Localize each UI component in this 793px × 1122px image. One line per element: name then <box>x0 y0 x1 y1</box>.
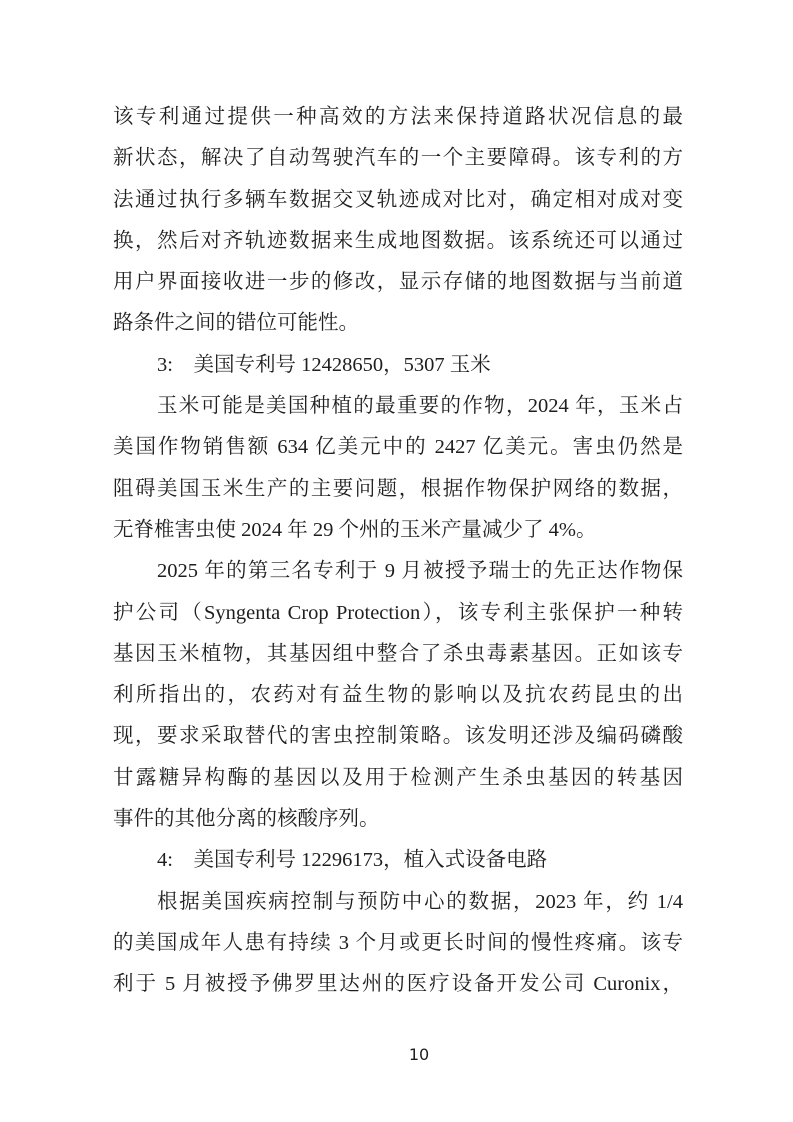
text-line: 根据美国疾病控制与预防中心的数据，2023 年，约 1/4 <box>157 890 683 913</box>
text-line: 利于 5 月被授予佛罗里达州的医疗设备开发公司 Curonix， <box>113 973 683 996</box>
text-line: 的美国成年人患有持续 3 个月或更长时间的慢性疼痛。该专 <box>113 931 683 954</box>
text-line: 换，然后对齐轨迹数据来生成地图数据。该系统还可以通过 <box>113 229 683 252</box>
text-line: 新状态，解决了自动驾驶汽车的一个主要障碍。该专利的方 <box>113 147 683 170</box>
document-body <box>113 97 683 1006</box>
text-line: 甘露糖异构酶的基因以及用于检测产生杀虫基因的转基因 <box>113 766 683 789</box>
text-line: 玉米可能是美国种植的最重要的作物，2024 年，玉米占 <box>157 395 683 418</box>
text-line: 2025 年的第三名专利于 9 月被授予瑞士的先正达作物保 <box>157 560 683 583</box>
text-line: 路条件之间的错位可能性。 <box>113 312 359 335</box>
text-line: 基因玉米植物，其基因组中整合了杀虫毒素基因。正如该专 <box>113 642 683 665</box>
text-line: 利所指出的，农药对有益生物的影响以及抗农药昆虫的出 <box>113 684 683 707</box>
text-line: 无脊椎害虫使 2024 年 29 个州的玉米产量减少了 4%。 <box>113 518 597 541</box>
text-line: 3: 美国专利号 12428650，5307 玉米 <box>157 353 491 376</box>
text-line: 4: 美国专利号 12296173，植入式设备电路 <box>157 849 548 872</box>
text-line: 现，要求采取替代的害虫控制策略。该发明还涉及编码磷酸 <box>113 725 683 748</box>
text-line: 该专利通过提供一种高效的方法来保持道路状况信息的最 <box>113 106 683 128</box>
text-line: 事件的其他分离的核酸序列。 <box>113 808 380 831</box>
text-line: 法通过执行多辆车数据交叉轨迹成对比对，确定相对成对变 <box>113 188 683 211</box>
text-line: 美国作物销售额 634 亿美元中的 2427 亿美元。害虫仍然是 <box>113 436 683 459</box>
text-line: 阻碍美国玉米生产的主要问题，根据作物保护网络的数据， <box>113 477 683 500</box>
text-line: 用户界面接收进一步的修改，显示存储的地图数据与当前道 <box>113 271 683 294</box>
page-number: 10 <box>408 1045 430 1064</box>
text-line: 护公司（Syngenta Crop Protection），该专利主张保护一种转 <box>113 601 683 624</box>
